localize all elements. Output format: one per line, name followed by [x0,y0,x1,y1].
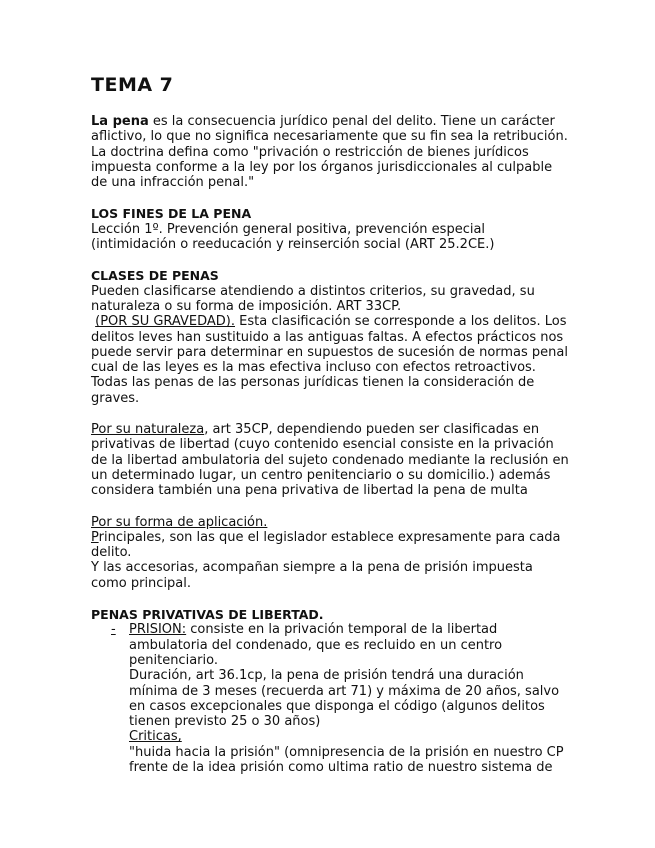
aplicacion-label: Por su forma de aplicación. [91,514,268,530]
page-title: TEMA 7 [91,74,174,96]
naturaleza-paragraph [91,422,571,498]
principales-paragraph [91,530,571,561]
prision-text: consiste en la privación temporal de la libertad ambulatoria del condenado, que es recluido en un centro penitenciario. [129,622,503,668]
document-page [91,72,571,775]
naturaleza-text: , art 35CP, dependiendo pueden ser clasificadas en privativas de libertad (cuyo contenido esencial consiste en la privación de la libertad ambulatoria del sujeto condenado mediante la reclusión en un determinado lugar, un centro penitenciario o su domicilio.) además considera también una pena privativa de libertad la pena de multa [91,422,569,499]
privativas-heading: PENAS PRIVATIVAS DE LIBERTAD. [91,607,324,623]
intro-bold: La pena [91,114,149,129]
criticas-paragraph: "huida hacia la prisión" (omnipresencia de la prisión en nuestro CP frente de la idea prisión como ultima ratio de nuestro sistema de [129,744,564,775]
clases-heading: CLASES DE PENAS [91,268,219,284]
prision-label: PRISION: [129,622,187,638]
intro-text: es la consecuencia jurídico penal del delito. Tiene un carácter aflictivo, lo que no significa necesariamente que su fin sea la retribución. La doctrina defina como "privación o restricción de bienes jurídicos impuesta conforme a la ley por los órganos jurisdiccionales al culpable de una infracción penal." [91,114,568,191]
fines-heading: LOS FINES DE LA PENA [91,206,252,222]
prision-paragraph [129,622,571,668]
fines-paragraph: Lección 1º. Prevención general positiva, prevención especial (intimidación o reeducación y reinserción social (ART 25.2CE.) [91,221,495,253]
gravedad-label: (POR SU GRAVEDAD). [95,314,235,330]
clases-paragraph: Pueden clasificarse atendiendo a distintos criterios, su gravedad, su naturaleza o su forma de imposición. ART 33CP. [91,283,535,314]
principales-text: rincipales, son las que el legislador establece expresamente para cada delito. [91,529,561,561]
principales-initial: P [91,529,99,545]
list-item [91,622,571,775]
gravedad-paragraph [91,314,571,406]
bullet-dash: - [111,622,116,638]
criticas-label: Criticas, [129,729,182,745]
duracion-paragraph: Duración, art 36.1cp, la pena de prisión tendrá una duración mínima de 3 meses (recuerda art 71) y máxima de 20 años, salvo en casos excepcionales que disponga el código (algunos delitos tienen previsto 25 o 30 años) [129,668,560,730]
naturaleza-label: Por su naturaleza [91,422,205,438]
accesorias-paragraph: Y las accesorias, acompañan siempre a la pena de prisión impuesta como principal. [91,560,533,591]
gravedad-text: Esta clasificación se corresponde a los delitos. Los delitos leves han sustituido a las antiguas faltas. A efectos prácticos nos puede servir para determinar en supuestos de sucesión de normas penal cual de las leyes es la mas efectiva incluso con efectos retroactivos. Todas las penas de las personas jurídicas tienen la consideración de graves. [91,314,568,406]
intro-paragraph [91,114,571,190]
